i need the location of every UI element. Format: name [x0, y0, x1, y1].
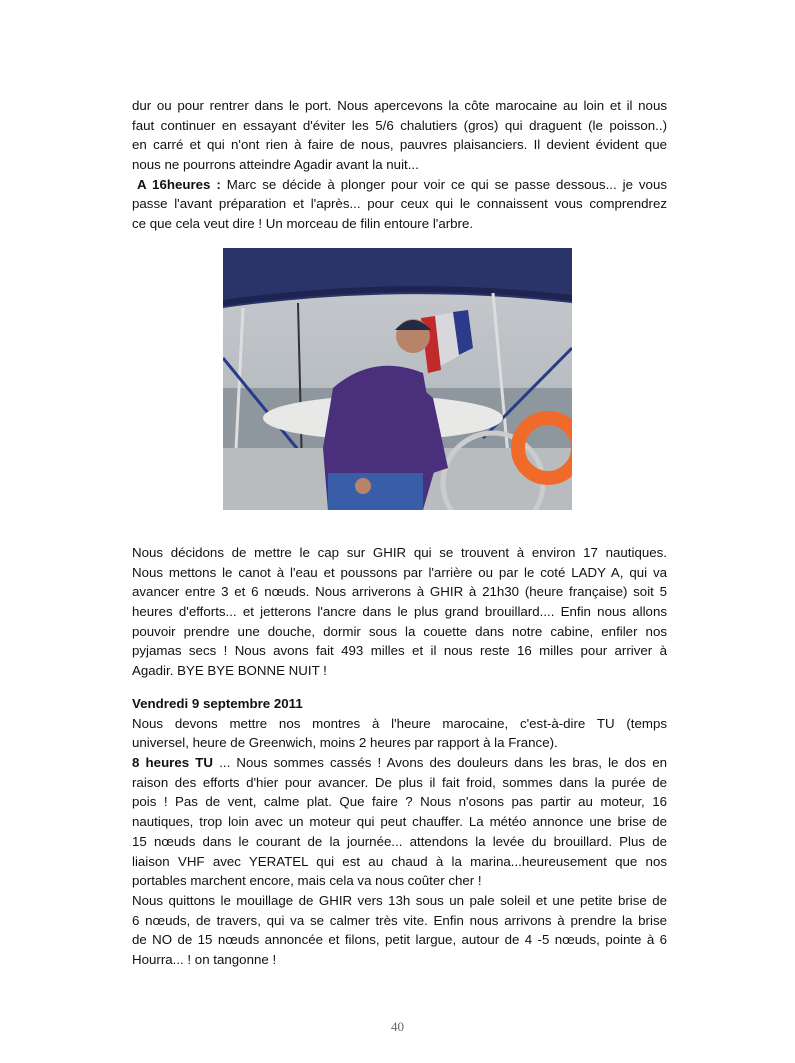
text-line: Nous mettons le canot à l'eau et poussons par l'arrière ou par le coté LADY A, qui va — [132, 564, 667, 580]
text-line: pouvoir prendre une douche, dormir sous la couette dans notre cabine, enfiler nos — [132, 623, 667, 639]
date-heading — [132, 694, 667, 714]
text-line: nautiques, trop loin avec un moteur qui peut chauffer. La météo annonce une brise de — [132, 814, 667, 830]
text-line: raison des efforts d'hier pour avancer. De plus il fait froid, sommes dans la purée de — [132, 774, 667, 790]
date-heading-text: Vendredi 9 septembre 2011 — [132, 696, 303, 711]
text-line — [132, 175, 667, 195]
text-line: faut continuer en essayant d'éviter les 5/6 chalutiers (gros) qui draguent (le poisson..) — [132, 117, 667, 133]
text-line: Hourra... ! on tangonne ! — [132, 951, 277, 967]
text: ... Nous sommes cassés ! Avons des douleurs dans les bras, le dos en — [219, 755, 667, 771]
text-line: pois ! Pas de vent, calme plat. Que faire ? Nous n'osons pas partir au moteur, 16 — [132, 794, 667, 810]
time-heading: A 16heures : — [137, 176, 221, 192]
text-line: passe l'avant préparation et l'après... pour ceux qui le connaissent vous comprendrez — [132, 196, 667, 212]
paragraph-approach — [132, 96, 667, 234]
text-line: universel, heure de Greenwich, moins 2 heures par rapport à la France). — [132, 735, 558, 751]
text-line: ce que cela veut dire ! Un morceau de filin entoure l'arbre. — [132, 216, 474, 232]
text: Marc se décide à plonger pour voir ce qui se passe dessous... je vous — [226, 176, 667, 192]
text-line: 6 nœuds, de travers, qui va se calmer très vite. Enfin nous arrivons à prendre la brise — [132, 912, 667, 928]
text-line: avancer entre 3 et 6 nœuds. Nous arriverons à GHIR à 21h30 (heure française) soit 5 — [132, 584, 667, 600]
text-line: portables marchent encore, mais cela va nous coûter cher ! — [132, 873, 482, 889]
text-line: en carré et qui n'ont rien à faire de nous, pauvres plaisanciers. Il devient évident que — [132, 137, 667, 153]
photo-sailor-on-boat — [223, 248, 572, 510]
text-line: Nous décidons de mettre le cap sur GHIR qui se trouvent à environ 17 nautiques. — [132, 545, 667, 560]
text-line: Agadir. BYE BYE BONNE NUIT ! — [132, 663, 327, 679]
paragraph-ghir — [132, 543, 667, 681]
paragraph-vendredi — [132, 694, 667, 970]
text-line: heures d'efforts... et jetterons l'ancre dans le plus grand brouillard.... Enfin nous allons — [132, 604, 667, 620]
text-line: Nous devons mettre nos montres à l'heure marocaine, c'est-à-dire TU (temps — [132, 715, 667, 731]
text-line — [132, 753, 667, 773]
text-line: 15 nœuds dans le courant de la journée... attendons la levée du brouillard. Plus de — [132, 833, 667, 849]
page-number: 40 — [391, 1019, 404, 1034]
text-line: pyjamas secs ! Nous avons fait 493 milles et il nous reste 16 milles pour arriver à — [132, 643, 667, 659]
text-line: dur ou pour rentrer dans le port. Nous apercevons la côte marocaine au loin et il nous — [132, 98, 667, 113]
time-heading: 8 heures TU — [132, 755, 214, 771]
text-line: de NO de 15 nœuds annoncée et filons, petit largue, autour de 4 -5 nœuds, pointe à 6 — [132, 932, 667, 948]
text-line: liaison VHF avec YERATEL qui est au chaud à la marina...heureusement que nos — [132, 853, 667, 869]
text-line: Nous quittons le mouillage de GHIR vers 13h sous un pale soleil et une petite brise de — [132, 892, 667, 908]
text-line: nous ne pourrons atteindre Agadir avant la nuit... — [132, 157, 419, 173]
